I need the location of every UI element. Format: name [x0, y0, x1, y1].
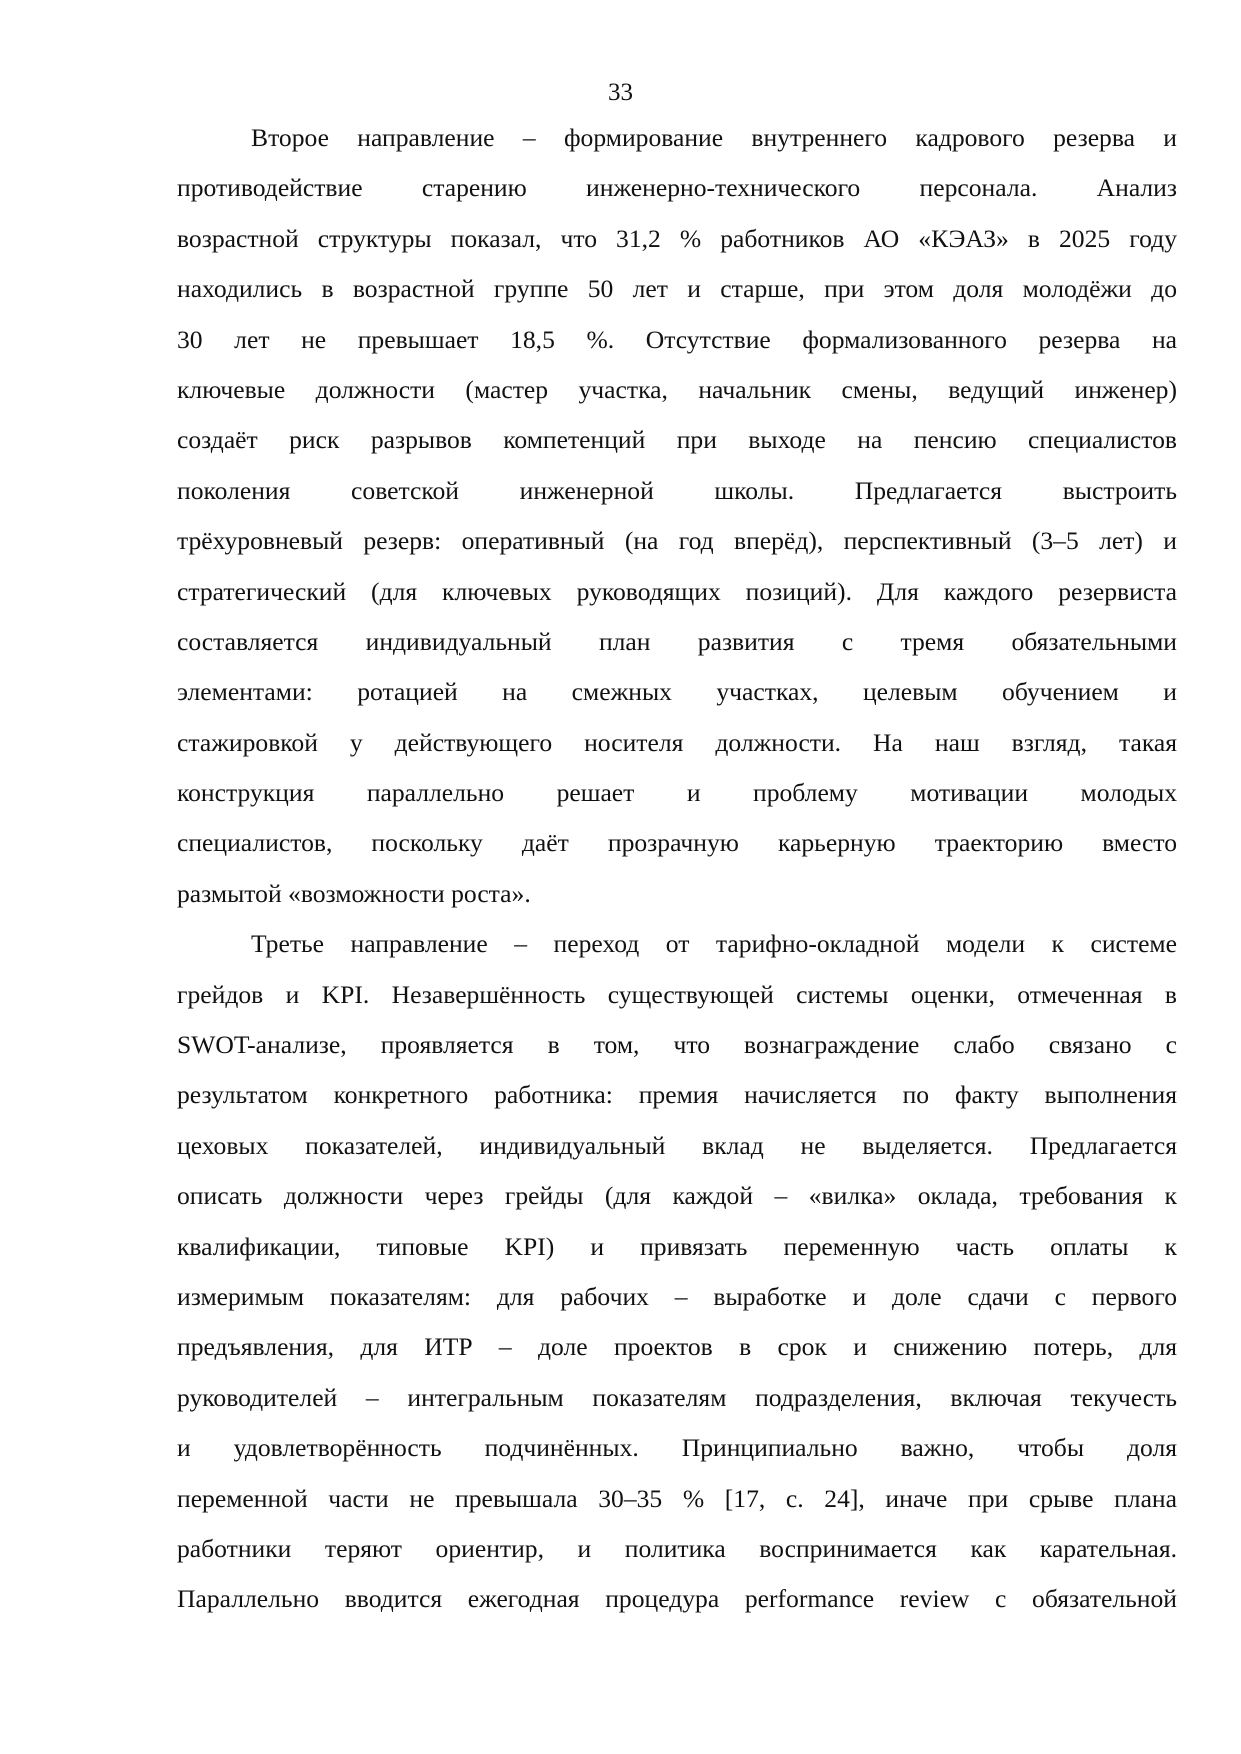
text-line: трёхуровневый резерв: оперативный (на год вперёд), перспективный (3–5 лет) и [177, 526, 1177, 556]
text-line: Второе направление – формирование внутреннего кадрового резерва и [251, 123, 1177, 152]
body-text [177, 113, 1177, 1625]
text-line: противодействие старению инженерно-технического персонала. Анализ [177, 173, 1177, 203]
text-line: конструкция параллельно решает и проблему мотивации молодых [177, 778, 1177, 808]
page-number: 33 [608, 79, 633, 106]
text-line: квалификации, типовые KPI) и привязать переменную часть оплаты к [177, 1231, 1177, 1261]
text-line: и удовлетворённость подчинённых. Принципиально важно, чтобы доля [177, 1433, 1177, 1463]
text-line: стажировкой у действующего носителя должности. На наш взгляд, такая [177, 727, 1177, 757]
text-line: переменной части не превышала 30–35 % [17, с. 24], иначе при срыве плана [177, 1483, 1177, 1513]
text-line: 30 лет не превышает 18,5 %. Отсутствие формализованного резерва на [177, 324, 1177, 354]
text-line: находились в возрастной группе 50 лет и старше, при этом доля молодёжи до [177, 274, 1177, 304]
text-line: результатом конкретного работника: премия начисляется по факту выполнения [177, 1080, 1177, 1110]
text-line: руководителей – интегральным показателям подразделения, включая текучесть [177, 1382, 1177, 1412]
text-line: цеховых показателей, индивидуальный вклад не выделяется. Предлагается [177, 1130, 1177, 1160]
text-line: работники теряют ориентир, и политика воспринимается как карательная. [177, 1533, 1177, 1563]
text-line: составляется индивидуальный план развития с тремя обязательными [177, 626, 1177, 656]
text-line: специалистов, поскольку даёт прозрачную карьерную траекторию вместо [177, 828, 1177, 858]
text-line: описать должности через грейды (для каждой – «вилка» оклада, требования к [177, 1181, 1177, 1211]
text-line: грейдов и KPI. Незавершённость существующей системы оценки, отмеченная в [177, 979, 1177, 1009]
text-line: возрастной структуры показал, что 31,2 % работников АО «КЭАЗ» в 2025 году [177, 223, 1177, 253]
text-line: Третье направление – переход от тарифно-окладной модели к системе [251, 929, 1177, 959]
text-line: предъявления, для ИТР – доле проектов в срок и снижению потерь, для [177, 1332, 1177, 1362]
text-line: ключевые должности (мастер участка, начальник смены, ведущий инженер) [177, 374, 1177, 404]
text-line: измеримым показателям: для рабочих – выработке и доле сдачи с первого [177, 1281, 1177, 1311]
text-line: SWOT-анализе, проявляется в том, что вознаграждение слабо связано с [177, 1030, 1177, 1060]
text-line: стратегический (для ключевых руководящих позиций). Для каждого резервиста [177, 576, 1177, 606]
text-line: размытой «возможности роста». [177, 878, 531, 908]
text-line: создаёт риск разрывов компетенций при выходе на пенсию специалистов [177, 425, 1177, 455]
text-line: элементами: ротацией на смежных участках, целевым обучением и [177, 677, 1177, 707]
text-line: Параллельно вводится ежегодная процедура performance review с обязательной [177, 1584, 1177, 1614]
text-line: поколения советской инженерной школы. Предлагается выстроить [177, 475, 1177, 505]
